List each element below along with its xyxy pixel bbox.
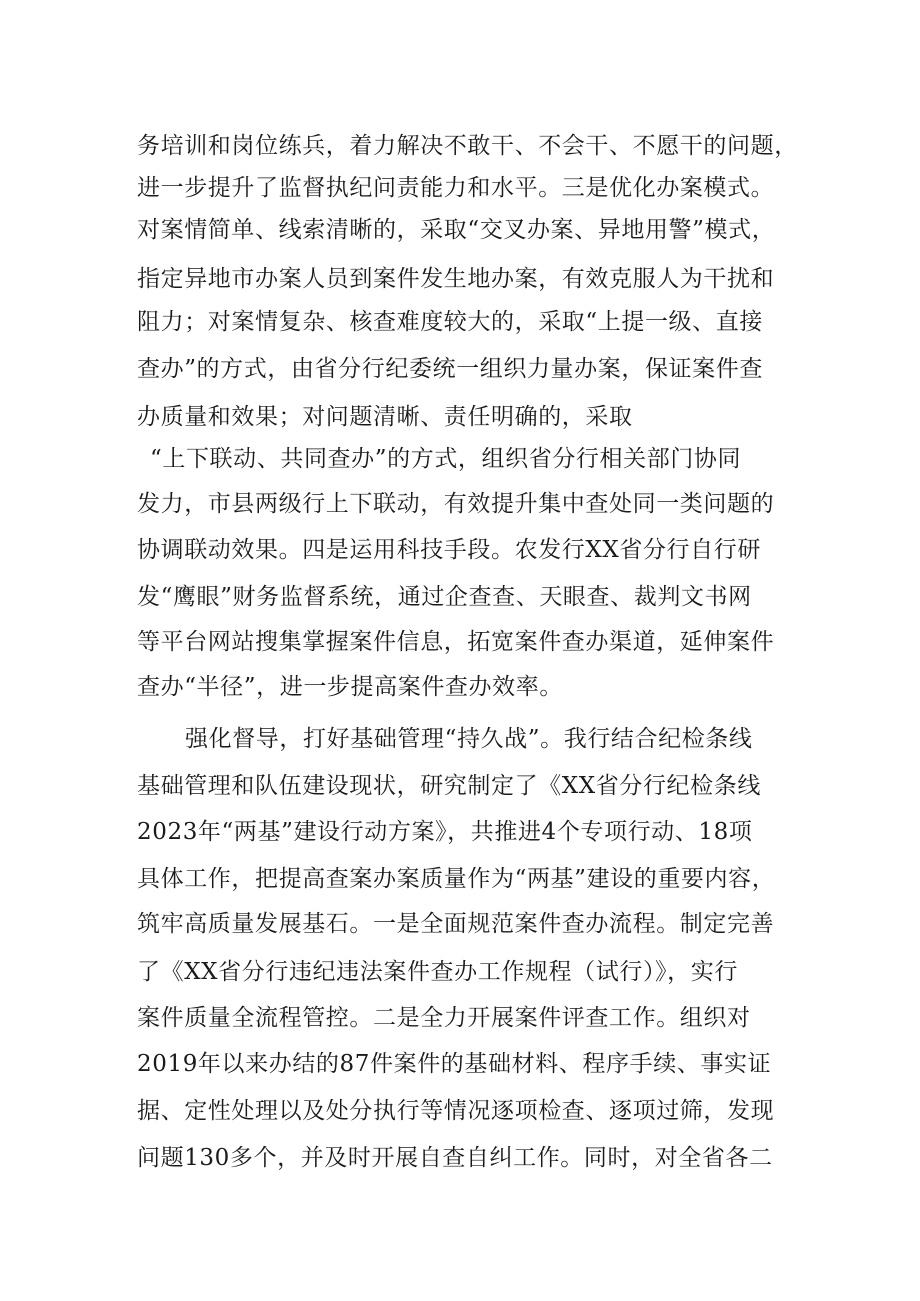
text-line: “上下联动、共同查办”的方式，组织省分行相关部门协同 xyxy=(150,446,742,472)
text-line: 发“鹰眼”财务监督系统，通过企查查、天眼查、裁判文书网 xyxy=(137,584,752,610)
text-line: 基础管理和队伍建设现状，研究制定了《XX省分行纪检条线 xyxy=(137,773,761,799)
text-line: 发力，市县两级行上下联动，有效提升集中查处同一类问题的 xyxy=(137,491,775,517)
text-line: 进一步提升了监督执纪问责能力和水平。三是优化办案模式。 xyxy=(137,175,775,201)
text-line: 指定异地市办案人员到案件发生地办案，有效克服人为干扰和 xyxy=(137,266,775,292)
text-line: 阻力；对案情复杂、核查难度较大的，采取“上提一级、直接 xyxy=(137,309,763,335)
text-line: 筑牢高质量发展基石。一是全面规范案件查办流程。制定完善 xyxy=(137,911,775,937)
text-line: 据、定性处理以及处分执行等情况逐项检查、逐项过筛，发现 xyxy=(137,1098,775,1124)
text-line: 2023年“两基”建设行动方案》，共推进4个专项行动、18项 xyxy=(137,819,753,845)
text-line: 案件质量全流程管控。二是全力开展案件评查工作。组织对 xyxy=(137,1005,751,1031)
text-line: 查办“半径”，进一步提高案件查办效率。 xyxy=(137,674,563,700)
text-line: 2019年以来办结的87件案件的基础材料、程序手续、事实证 xyxy=(137,1051,772,1077)
text-line: 等平台网站搜集掌握案件信息，拓宽案件查办渠道，延伸案件 xyxy=(137,629,775,655)
text-line: 查办”的方式，由省分行纪委统一组织力量办案，保证案件查 xyxy=(137,356,763,382)
text-line: 问题130多个，并及时开展自查自纠工作。同时，对全省各二 xyxy=(137,1145,773,1171)
text-line: 对案情简单、线索清晰的，采取“交叉办案、异地用警”模式， xyxy=(137,217,776,243)
text-line: 务培训和岗位练兵，着力解决不敢干、不会干、不愿干的问题， xyxy=(137,133,798,159)
text-line: 协调联动效果。四是运用科技手段。农发行XX省分行自行研 xyxy=(137,537,761,563)
text-line: 办质量和效果；对问题清晰、责任明确的，采取 xyxy=(137,404,633,430)
text-line: 强化督导，打好基础管理“持久战”。我行结合纪检条线 xyxy=(185,726,753,752)
text-line: 了《XX省分行违纪违法案件查办工作规程（试行）》，实行 xyxy=(137,959,738,985)
text-line: 具体工作，把提高查案办案质量作为“两基”建设的重要内容， xyxy=(137,866,776,892)
